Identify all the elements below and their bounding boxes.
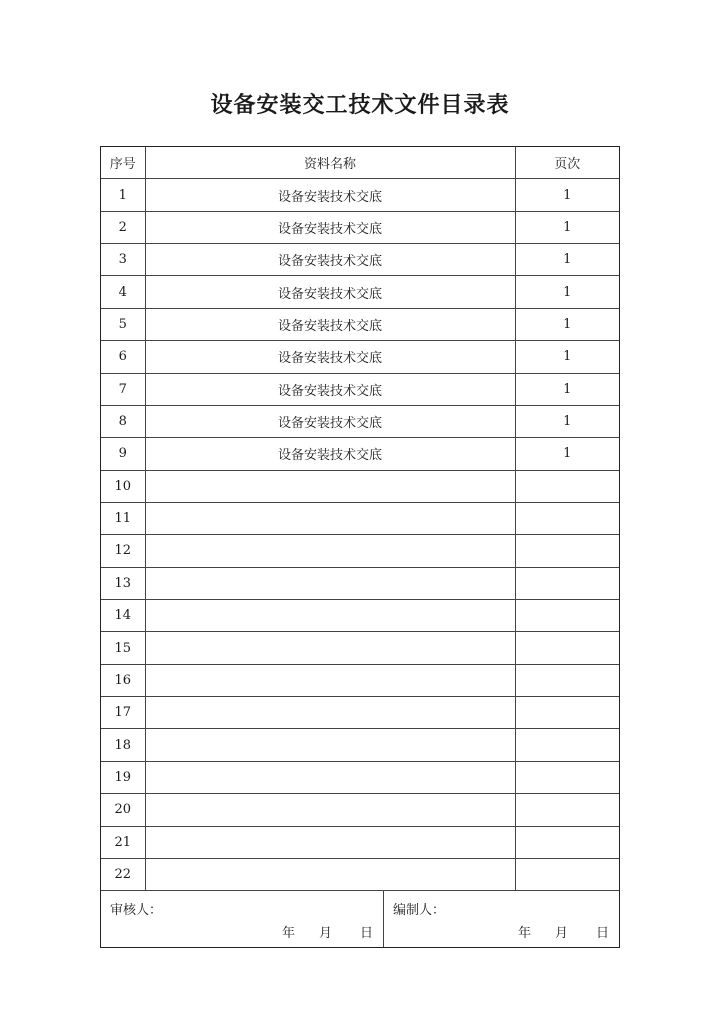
signature-footer	[101, 891, 619, 947]
row-page: 1	[515, 308, 619, 340]
row-page	[515, 664, 619, 696]
row-page: 1	[515, 341, 619, 373]
row-name: 设备安装技术交底	[145, 308, 515, 340]
table-row	[101, 794, 619, 826]
row-page	[515, 632, 619, 664]
table-row	[101, 211, 619, 243]
row-serial: 13	[101, 567, 145, 599]
reviewer-date-year: 年	[281, 926, 295, 942]
header-name: 资料名称	[145, 147, 515, 179]
table-row	[101, 373, 619, 405]
compiler-date	[518, 922, 609, 941]
row-name: 设备安装技术交底	[145, 211, 515, 243]
row-serial: 6	[101, 341, 145, 373]
row-page	[515, 858, 619, 890]
table-row	[101, 858, 619, 890]
row-serial: 20	[101, 794, 145, 826]
row-page	[515, 697, 619, 729]
document-title: 设备安装交工技术文件目录表	[210, 92, 510, 118]
row-name	[145, 761, 515, 793]
row-name: 设备安装技术交底	[145, 179, 515, 211]
row-name: 设备安装技术交底	[145, 405, 515, 437]
table-row	[101, 276, 619, 308]
directory-sheet	[100, 146, 620, 948]
reviewer-label: 审核人：	[110, 903, 163, 919]
row-serial: 10	[101, 470, 145, 502]
row-page: 1	[515, 179, 619, 211]
table-row	[101, 664, 619, 696]
row-serial: 9	[101, 438, 145, 470]
table-row	[101, 697, 619, 729]
row-page: 1	[515, 373, 619, 405]
row-serial: 8	[101, 405, 145, 437]
row-serial: 14	[101, 600, 145, 632]
row-name	[145, 502, 515, 534]
table-row	[101, 405, 619, 437]
row-serial: 17	[101, 697, 145, 729]
row-name	[145, 729, 515, 761]
row-serial: 4	[101, 276, 145, 308]
header-serial: 序号	[101, 147, 145, 179]
row-name	[145, 567, 515, 599]
table-body	[101, 179, 619, 891]
table-row	[101, 341, 619, 373]
table-row	[101, 567, 619, 599]
row-serial: 7	[101, 373, 145, 405]
row-page: 1	[515, 438, 619, 470]
table-row	[101, 179, 619, 211]
row-serial: 21	[101, 826, 145, 858]
compiler-label: 编制人：	[393, 903, 446, 919]
header-page: 页次	[515, 147, 619, 179]
row-page: 1	[515, 405, 619, 437]
row-serial: 5	[101, 308, 145, 340]
table-row	[101, 632, 619, 664]
row-page	[515, 470, 619, 502]
reviewer-date	[282, 922, 373, 941]
table-row	[101, 438, 619, 470]
row-name	[145, 600, 515, 632]
row-serial: 18	[101, 729, 145, 761]
row-serial: 22	[101, 858, 145, 890]
row-name	[145, 535, 515, 567]
row-page	[515, 826, 619, 858]
table-row	[101, 600, 619, 632]
compiler-cell	[384, 891, 619, 947]
row-name: 设备安装技术交底	[145, 244, 515, 276]
table-row	[101, 535, 619, 567]
row-page	[515, 535, 619, 567]
row-page	[515, 567, 619, 599]
row-page: 1	[515, 211, 619, 243]
compiler-date-day: 日	[595, 926, 609, 942]
row-serial: 11	[101, 502, 145, 534]
row-name	[145, 664, 515, 696]
reviewer-cell	[101, 891, 384, 947]
reviewer-date-month: 月	[318, 926, 332, 942]
row-name	[145, 826, 515, 858]
row-name	[145, 632, 515, 664]
row-serial: 19	[101, 761, 145, 793]
row-name: 设备安装技术交底	[145, 341, 515, 373]
row-page	[515, 761, 619, 793]
row-name: 设备安装技术交底	[145, 438, 515, 470]
row-name: 设备安装技术交底	[145, 276, 515, 308]
table-header-row	[101, 147, 619, 179]
compiler-date-year: 年	[517, 926, 531, 942]
row-serial: 12	[101, 535, 145, 567]
row-page: 1	[515, 276, 619, 308]
row-serial: 3	[101, 244, 145, 276]
row-name	[145, 794, 515, 826]
row-page: 1	[515, 244, 619, 276]
row-serial: 16	[101, 664, 145, 696]
row-page	[515, 729, 619, 761]
row-serial: 2	[101, 211, 145, 243]
row-name: 设备安装技术交底	[145, 373, 515, 405]
directory-table	[101, 147, 619, 891]
row-name	[145, 858, 515, 890]
row-page	[515, 502, 619, 534]
table-row	[101, 308, 619, 340]
row-name	[145, 470, 515, 502]
table-row	[101, 729, 619, 761]
table-row	[101, 502, 619, 534]
table-row	[101, 470, 619, 502]
table-row	[101, 826, 619, 858]
table-row	[101, 761, 619, 793]
compiler-date-month: 月	[554, 926, 568, 942]
row-page	[515, 794, 619, 826]
table-row	[101, 244, 619, 276]
reviewer-date-day: 日	[359, 926, 373, 942]
row-name	[145, 697, 515, 729]
row-page	[515, 600, 619, 632]
row-serial: 15	[101, 632, 145, 664]
row-serial: 1	[101, 179, 145, 211]
